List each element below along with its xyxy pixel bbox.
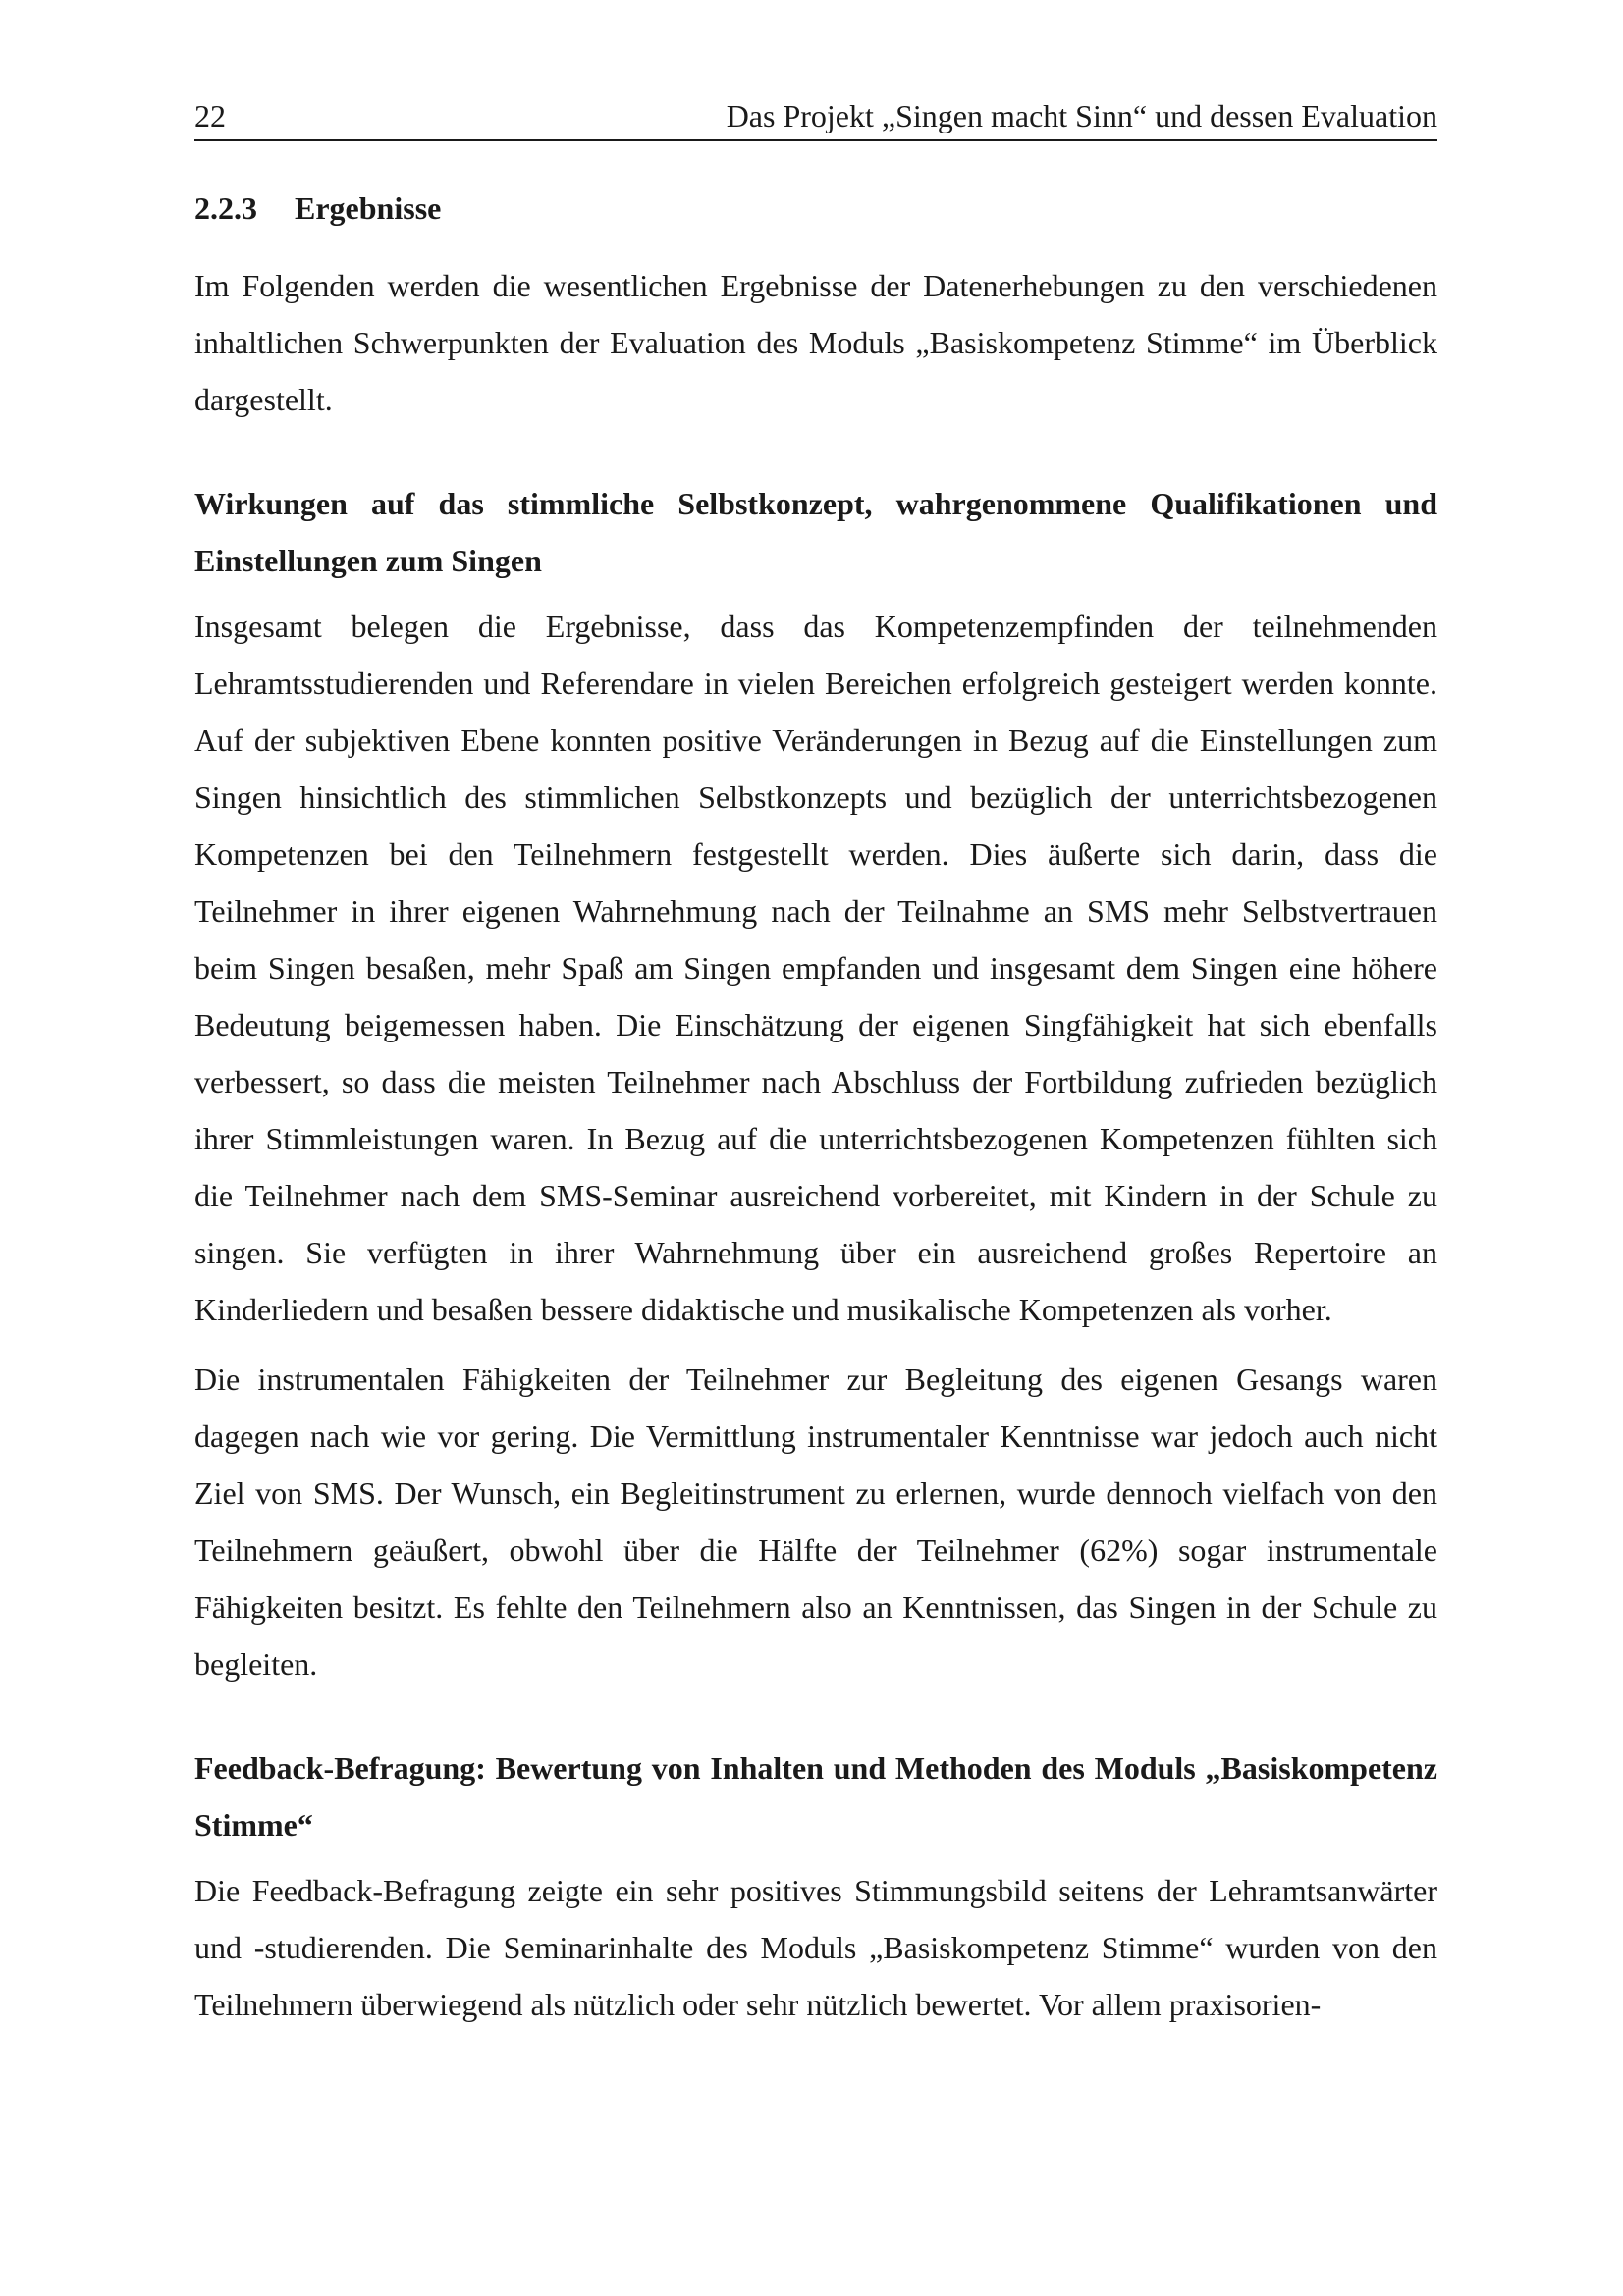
section-heading bbox=[194, 187, 1437, 230]
section-title: Ergebnisse bbox=[295, 190, 442, 226]
paragraph: Insgesamt belegen die Ergebnisse, dass das Kompetenzempfinden der teilnehmenden Lehramtsstudierenden und Referendare in vielen Bereichen erfolgreich gesteigert werden konnte. Auf der subjektiven Ebene konnten positive Veränderungen in Bezug auf die Einstellungen zum Singen hinsichtlich des stimmlichen Selbstkonzepts und bezüglich der unterrichtsbezogenen Kompetenzen bei den Teilnehmern festgestellt werden. Dies äußerte sich darin, dass die Teilnehmer in ihrer eigenen Wahrnehmung nach der Teilnahme an SMS mehr Selbstvertrauen beim Singen besaßen, mehr Spaß am Singen empfanden und insgesamt dem Singen eine höhere Bedeutung beigemessen haben. Die Einschätzung der eigenen Singfähigkeit hat sich ebenfalls verbessert, so dass die meisten Teilnehmer nach Abschluss der Fortbildung zufrieden bezüglich ihrer Stimmleistungen waren. In Bezug auf die unterrichtsbezogenen Kompetenzen fühlten sich die Teilnehmer nach dem SMS-Seminar ausreichend vorbereitet, mit Kindern in der Schule zu singen. Sie verfügten in ihrer Wahrnehmung über ein ausreichend großes Repertoire an Kinderliedern und besaßen bessere didaktische und musikalische Kompetenzen als vorher. bbox=[194, 609, 1437, 1327]
intro-paragraph: Im Folgenden werden die wesentlichen Ergebnisse der Datenerhebungen zu den verschiedenen inhaltlichen Schwerpunkten der Evaluation des Moduls „Basiskompetenz Stimme“ im Überblick dargestellt. bbox=[194, 268, 1437, 417]
subsection-heading-effects: Wirkungen auf das stimmliche Selbstkonzept, wahrgenommene Qualifikationen und Einstellungen zum Singen bbox=[194, 486, 1437, 578]
section-number: 2.2.3 bbox=[194, 190, 257, 226]
paragraph: Die Feedback-Befragung zeigte ein sehr positives Stimmungsbild seitens der Lehramtsanwärter und -studierenden. Die Seminarinhalte des Moduls „Basiskompetenz Stimme“ wurden von den Teilnehmern überwiegend als nützlich oder sehr nützlich bewertet. Vor allem praxisorien- bbox=[194, 1873, 1437, 2022]
subsection-heading-feedback: Feedback-Befragung: Bewertung von Inhalten und Methoden des Moduls „Basiskompetenz Stimme“ bbox=[194, 1750, 1437, 1842]
document-page bbox=[194, 94, 1437, 2033]
paragraph: Die instrumentalen Fähigkeiten der Teilnehmer zur Begleitung des eigenen Gesangs waren dagegen nach wie vor gering. Die Vermittlung instrumentaler Kenntnisse war jedoch auch nicht Ziel von SMS. Der Wunsch, ein Begleitinstrument zu erlernen, wurde dennoch vielfach von den Teilnehmern geäußert, obwohl über die Hälfte der Teilnehmer (62%) sogar instrumentale Fähigkeiten besitzt. Es fehlte den Teilnehmern also an Kenntnissen, das Singen in der Schule zu begleiten. bbox=[194, 1362, 1437, 1682]
running-header bbox=[194, 94, 1437, 141]
page-number: 22 bbox=[194, 98, 226, 133]
running-title: Das Projekt „Singen macht Sinn“ und dessen Evaluation bbox=[726, 98, 1437, 133]
